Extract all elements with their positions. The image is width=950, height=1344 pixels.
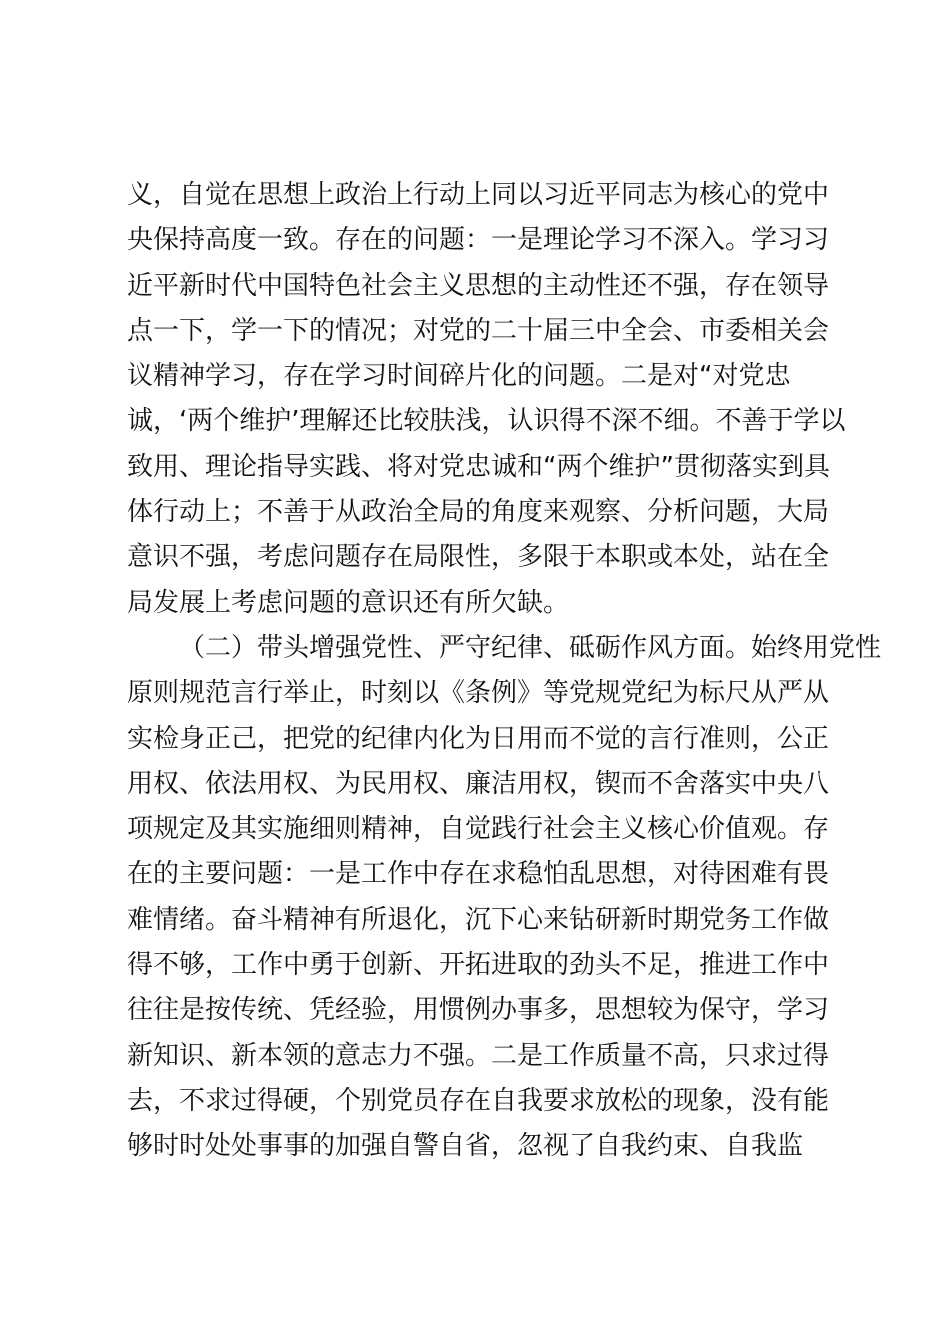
text-line: 近平新时代中国特色社会主义思想的主动性还不强，存在领导 [127,270,830,301]
text-line: 往往是按传统、凭经验，用惯例办事多，思想较为保守，学习 [127,995,830,1026]
text-line: 局发展上考虑问题的意识还有所欠缺。 [127,587,570,618]
text-line: 新知识、新本领的意志力不强。二是工作质量不高，只求过得 [127,1040,830,1071]
text-line: 央保持高度一致。存在的问题：一是理论学习不深入。学习习 [127,225,830,256]
text-line: 够时时处处事事的加强自警自省，忽视了自我约束、自我监 [127,1131,804,1162]
text-line: 原则规范言行举止，时刻以《条例》等党规党纪为标尺从严从 [127,678,830,709]
text-line: 意识不强，考虑问题存在局限性，多限于本职或本处，站在全 [127,542,830,573]
text-line: 去，不求过得硬，个别党员存在自我要求放松的现象，没有能 [127,1085,830,1116]
text-line: 项规定及其实施细则精神，自觉践行社会主义核心价值观。存 [127,814,830,845]
text-line: 用权、依法用权、为民用权、廉洁用权，锲而不舍落实中央八 [127,768,830,799]
body-text [127,173,882,1170]
text-line: 点一下，学一下的情况；对党的二十届三中全会、市委相关会 [127,315,830,346]
text-line: 得不够，工作中勇于创新、开拓进取的劲头不足，推进工作中 [127,950,830,981]
text-line: 实检身正己，把党的纪律内化为日用而不觉的言行准则，公正 [127,723,830,754]
text-line: 致用、理论指导实践、将对党忠诚和“两个维护”贯彻落实到具 [127,451,830,482]
section-heading-line: （二）带头增强党性、严守纪律、砥砺作风方面。始终用党性 [179,632,882,663]
text-line: 议精神学习，存在学习时间碎片化的问题。二是对“对党忠 [127,361,791,392]
text-line: 义，自觉在思想上政治上行动上同以习近平同志为核心的党中 [127,180,830,210]
text-line: 在的主要问题：一是工作中存在求稳怕乱思想，对待困难有畏 [127,859,830,890]
text-line: 体行动上；不善于从政治全局的角度来观察、分析问题，大局 [127,497,830,528]
text-line: 诚，‘两个维护’理解还比较肤浅，认识得不深不细。不善于学以 [127,406,846,437]
text-line: 难情绪。奋斗精神有所退化，沉下心来钻研新时期党务工作做 [127,904,830,935]
